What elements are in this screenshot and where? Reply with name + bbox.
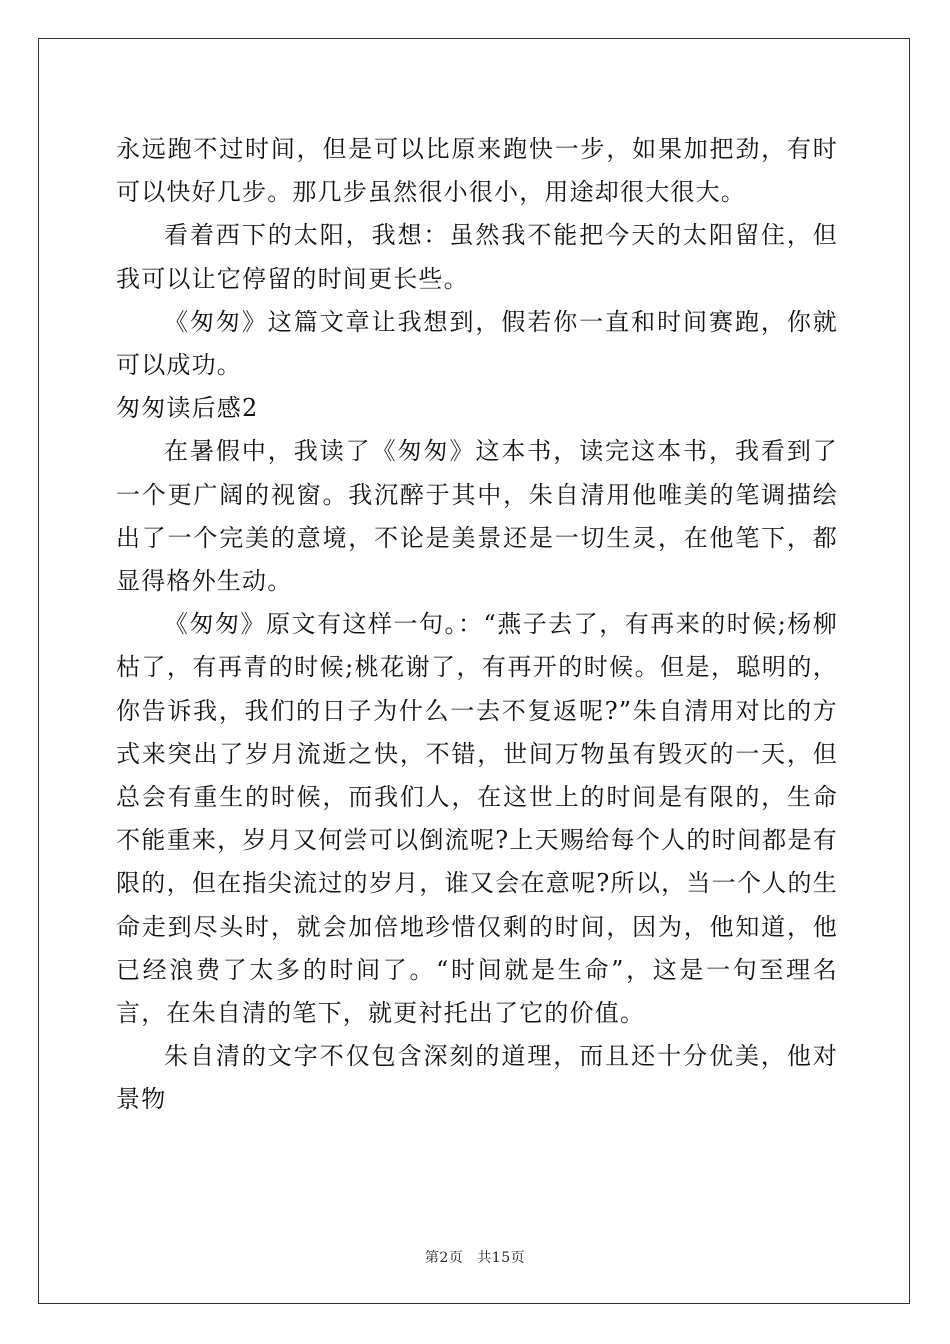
document-body (116, 128, 838, 1122)
page-footer (0, 1247, 950, 1267)
paragraph-3: 《匆匆》这篇文章让我想到，假若你一直和时间赛跑，你就可以成功。 (116, 307, 838, 380)
paragraph-1: 永远跑不过时间，但是可以比原来跑快一步，如果加把劲，有时可以快好几步。那几步虽然很小很小，用途却很大很大。 (116, 135, 838, 207)
paragraph-6: 朱自清的文字不仅包含深刻的道理，而且还十分优美，他对景物 (116, 1042, 838, 1114)
paragraph-4: 在暑假中，我读了《匆匆》这本书，读完这本书，我看到了一个更广阔的视窗。我沉醉于其中，朱自清用他唯美的笔调描绘出了一个完美的意境，不论是美景还是一切生灵，在他笔下，都显得格外生动。 (116, 437, 838, 596)
paragraph-2: 看着西下的太阳，我想：虽然我不能把今天的太阳留住，但我可以让它停留的时间更长些。 (116, 221, 838, 293)
section-heading: 匆匆读后感2 (116, 394, 259, 423)
page-number: 第2页 (424, 1250, 464, 1266)
paragraph-5: 《匆匆》原文有这样一句。：“燕子去了，有再来的时候;杨柳枯了，有再青的时候;桃花谢了，有再开的时候。但是，聪明的，你告诉我，我们的日子为什么一去不复返呢?”朱自清用对比的方式来突出了岁月流逝之快，不错，世间万物虽有毁灭的一天，但总会有重生的时候，而我们人，在这世上的时间是有限的，生命不能重来，岁月又何尝可以倒流呢?上天赐给每个人的时间都是有限的，但在指尖流过的岁月，谁又会在意呢?所以，当一个人的生命走到尽头时，就会加倍地珍惜仅剩的时间，因为，他知道，他已经浪费了太多的时间了。“时间就是生命”，这是一句至理名言，在朱自清的笔下，就更衬托出了它的价值。 (116, 610, 838, 1028)
page-total: 共15页 (477, 1250, 526, 1266)
